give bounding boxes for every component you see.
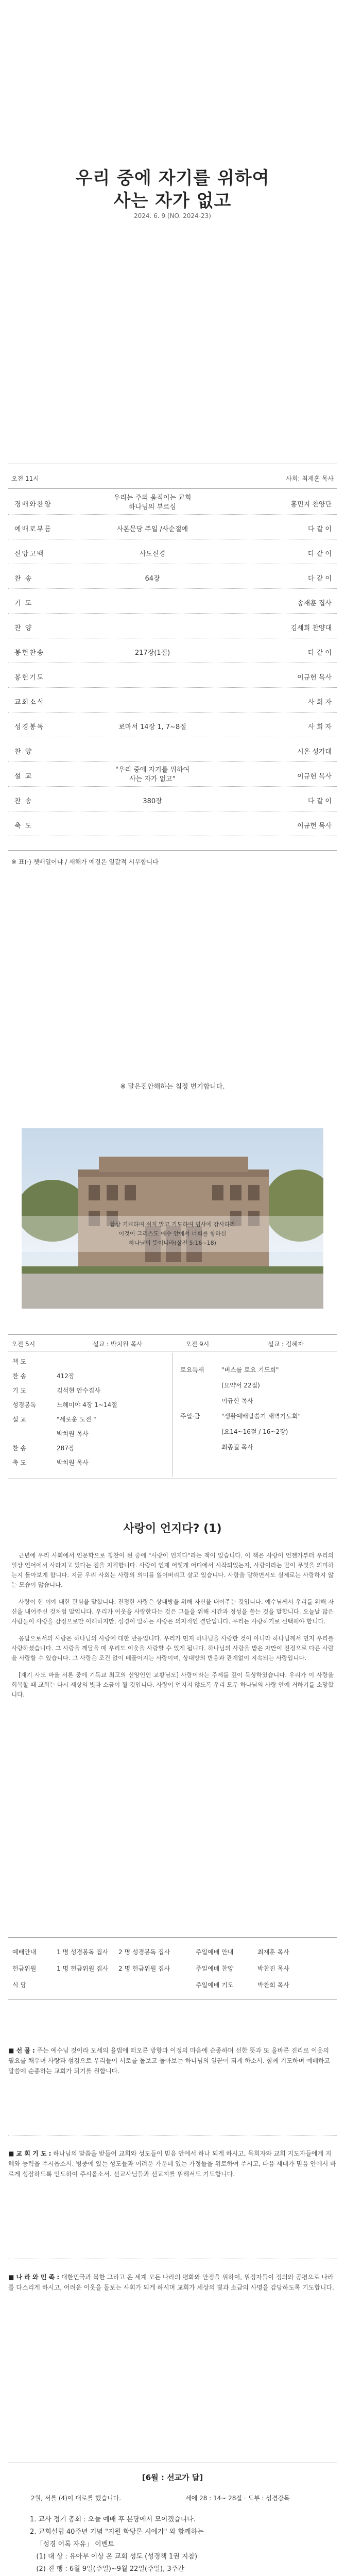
order-row-label: 찬 송 — [14, 798, 33, 805]
article-paragraph: 근년에 우리 사회에서 인문학으로 칭찬이 된 중에 "사랑이 언지다"라는 책이 있습니다. 이 책은 사랑이 언젠가부터 우리의 일상 언어에서 사라지고 있다는 점을 지적합니다. 사랑이 언제 어떻게 어디에서 시작되었는지, 사랑이라는 말이 무엇을 의미하는지 돌아보게 합니다. 지금 우리 사회는 사랑의 의미를 잃어버리고 살고 있습니다. 사랑을 말하면서도 실제로는 사랑하지 않는 모습이 많습니다. — [11, 1552, 334, 1588]
early-service-value: "세로운 도전 " — [57, 1416, 96, 1423]
order-row-content-line-1: 우리는 주의 움직이는 교회 — [113, 494, 192, 502]
early-service-value: 287장 — [57, 1445, 75, 1452]
news-subline-2: 세에 28 : 14~ 28절 · 도부 : 성경강독 — [185, 2495, 290, 2502]
article-paragraph: 사랑이 한 이에 대한 관심을 말합니다. 진정한 사랑은 상대방을 위해 자신을 내어주는 것입니다. 예수님께서 우리를 위해 자신을 내어주신 것처럼 말입니다. 우리가 이웃을 사랑한다는 것은 그들을 위해 시간과 정성을 쏟는 것을 말합니다. 오늘날 많은 사람들이 사랑을 감정으로만 이해하지만, 성경이 말하는 사랑은 의지적인 결단입니다. 우리는 사랑하기로 선택해야 합니다. — [11, 1598, 334, 1625]
morning-service-value: (요약서 22절) — [221, 1382, 260, 1389]
order-row — [8, 713, 337, 738]
prayer-section — [8, 2148, 337, 2179]
order-row-leader: 다 같 이 — [308, 798, 332, 805]
order-row — [8, 639, 337, 664]
article-title: 사랑이 언지다? (1) — [123, 1522, 222, 1535]
order-row-divider — [8, 588, 337, 589]
order-row-leader: 이규헌 목사 — [297, 773, 332, 781]
order-row-leader: 다 같 이 — [308, 526, 332, 533]
news-item: 「성경 어록 자유」 이벤트 — [30, 2540, 114, 2548]
order-row-divider — [8, 687, 337, 688]
prayer-section — [8, 2272, 337, 2293]
servers-cell: 주일예배 안내 — [196, 1948, 234, 1956]
prayer-section — [8, 2045, 337, 2076]
date-line: 2024. 6. 9 (NO. 2024-23) — [134, 212, 211, 219]
order-row — [8, 787, 337, 812]
order-row-label: 교회소식 — [14, 699, 45, 706]
morning-service-label: 토요특새 — [180, 1366, 204, 1374]
morning-service-preacher: 설교 : 김혜자 — [268, 1341, 304, 1348]
servers-divider-top — [8, 1937, 337, 1938]
staff-divider-top — [8, 1334, 337, 1335]
early-service-value: 김석현 안수집사 — [57, 1387, 100, 1394]
order-row-leader: 다 같 이 — [308, 649, 332, 657]
order-time-label: 오전 11시 — [11, 475, 39, 482]
order-row-label: 성경봉독 — [14, 723, 45, 731]
prayer-section-text: 대한민국과 북한 그리고 온 세계 모든 나라의 평화와 안정을 위하여, 위정자들이 정의와 공평으로 나라를 다스리게 하시고, 어려운 이웃을 돌보는 사회가 되게 하시며 교회가 세상의 빛과 소금의 사명을 감당하도록 기도합니다. — [8, 2274, 334, 2291]
order-row-content-line-1: 사본문당 주일 /사순절예 — [116, 526, 188, 533]
order-row-leader: 이규헌 목사 — [297, 822, 332, 830]
news-item: (1) 대 상 : 유아부 이상 온 교회 성도 (성경책 1권 지참) — [30, 2553, 198, 2561]
order-row — [8, 540, 337, 565]
order-row-label: 신앙고백 — [14, 550, 45, 558]
article-paragraph: 응답으로서의 사랑은 하나님의 사랑에 대한 반응입니다. 우리가 먼저 하나님을 사랑한 것이 아니라 하나님께서 먼저 우리를 사랑하셨습니다. 그 사랑을 깨달을 때 우리도 이웃을 사랑할 수 있게 됩니다. 하나님의 사랑을 받은 자만이 진정으로 다른 사람을 사랑할 수 있습니다. 그 사랑은 조건 없이 베풀어지는 사랑이며, 상대방의 반응과 관계없이 지속되는 사랑입니다. — [11, 1635, 334, 1662]
servers-cell: 최재훈 목사 — [257, 1948, 289, 1956]
order-row-leader: 다 같 이 — [308, 550, 332, 558]
order-row-label: 봉헌기도 — [14, 674, 45, 682]
order-row-leader: 사 회 자 — [308, 723, 332, 731]
order-row — [8, 762, 337, 787]
order-row-content-line-1: 사도신경 — [139, 550, 166, 558]
order-row — [8, 812, 337, 837]
news-item: 2. 교회설립 40주년 기념 "지원 학당론 시에가" 와 함께하는 — [30, 2528, 204, 2536]
servers-cell: 2 명 헌금위원 집사 — [118, 1965, 170, 1972]
news-item: (2) 진 행 : 6월 9일(주일)~9월 22일(주일), 3주간 — [30, 2565, 184, 2573]
prayer-section-label: ■ 선 물 : — [8, 2047, 35, 2054]
morning-service-value: (요14~16절 / 16~2장) — [221, 1428, 288, 1435]
order-row-divider — [8, 786, 337, 787]
news-item: 1. 교사 정기 총회 : 오늘 예배 후 본당에서 모이겠습니다. — [30, 2516, 196, 2523]
order-row-content — [70, 548, 235, 558]
order-row-leader: 사 회 자 — [308, 699, 332, 706]
order-row — [8, 614, 337, 639]
order-row-label: 기 도 — [14, 600, 33, 607]
order-row-leader: 홍민지 찬양단 — [290, 501, 332, 509]
prayer-section-text: 주는 예수님 것이라 모세의 율법에 떠오른 방향과 이정의 마음에 순종하며 선한 뜻과 또 올바른 진리로 이웃의 필요를 채우며 사랑과 섬김으로 우리들이 서로를 돌보고 돌아보는 하나님의 일꾼이 되게 하소서. 함께 기도하며 예배하고 말씀에 순종하는 교회가 되기를 원합니다. — [8, 2047, 331, 2075]
morning-service-value: "생활예배말씀기 새벽기도회" — [221, 1413, 301, 1420]
order-row-content-line-1: "우리 중에 자기를 위하여 — [115, 766, 189, 774]
order-row-content-line-2: 하나님의 부르심 — [128, 503, 177, 511]
church-photo — [22, 1128, 323, 1309]
servers-cell: 주일예배 찬양 — [196, 1965, 234, 1972]
servers-cell: 1 명 성경봉독 집사 — [57, 1948, 109, 1956]
order-row-content — [70, 647, 235, 657]
prayer-section-label: ■ 교 회 기 도 : — [8, 2150, 51, 2157]
servers-cell: 박찬희 목사 — [257, 1981, 289, 1989]
photo-verse-line-1: 함상 기쁘하며 쉬지 말고 기도하며 범사에 감사하라 — [109, 1221, 236, 1228]
order-row-leader: 다 같 이 — [308, 575, 332, 583]
order-row-leader: 김세희 찬양대 — [290, 624, 332, 632]
order-row-content-line-1: 380장 — [143, 798, 162, 805]
early-service-value: 박치원 목사 — [57, 1430, 89, 1437]
early-service-preacher: 설교 : 박치원 목사 — [93, 1341, 143, 1348]
order-row-label: 예배로부름 — [14, 526, 52, 533]
order-row-divider — [8, 712, 337, 713]
early-service-label: 기 도 — [12, 1387, 26, 1394]
photo-verse-line-3: 하나님의 뜻이니라(살전 5:16~18) — [129, 1240, 216, 1246]
order-row-content-line-1: 로마서 14장 1, 7~8절 — [118, 723, 186, 731]
early-service-label: 성경봉독 — [12, 1401, 37, 1409]
early-service-value: 412장 — [57, 1372, 75, 1380]
morning-service-value: 이규헌 목사 — [221, 1397, 253, 1404]
prayer-section-divider — [8, 2135, 337, 2136]
order-row — [8, 664, 337, 688]
order-row-content-line-1: 217장(1절) — [134, 649, 170, 657]
order-row — [8, 589, 337, 614]
order-row — [8, 688, 337, 713]
order-row-label: 축 도 — [14, 822, 33, 830]
order-leader-label: 사회: 최재훈 목사 — [286, 475, 334, 482]
title-line-1: 우리 중에 자기를 위하여 — [75, 168, 270, 189]
order-row-leader: 시온 성가대 — [297, 748, 332, 756]
prayer-section-text: 하나님의 말씀을 받들어 교회와 성도들이 믿음 안에서 하나 되게 하시고, 목회자와 교회 지도자들에게 지혜와 능력을 주시옵소서. 병중에 있는 성도들과 어려운 가운데 있는 가정들을 위로하여 주시고, 다음 세대가 믿음 안에서 바르게 성장하도록 인도하여 주시옵소서. 선교사님들과 선교지를 위해서도 기도합니다. — [8, 2150, 336, 2178]
order-row — [8, 490, 337, 515]
order-row-content-line-2: 사는 자가 없고" — [129, 775, 176, 783]
article-body — [11, 1551, 334, 1707]
order-row-label: 찬 양 — [14, 748, 33, 756]
early-service-label: 책 도 — [12, 1358, 26, 1365]
order-row-label: 봉헌찬송 — [14, 649, 45, 657]
order-row-content — [70, 795, 235, 805]
early-service-time: 오전 5시 — [11, 1341, 36, 1348]
morning-service-value: "버스를 토요 기도회" — [221, 1366, 279, 1374]
servers-cell: 2 명 성경봉독 집사 — [118, 1948, 170, 1956]
order-row-divider — [8, 761, 337, 762]
order-row-content — [70, 573, 235, 583]
order-row-label: 설 교 — [14, 773, 33, 781]
article-paragraph: [재기 사도 바울 서론 중에 기독교 최고의 신앙인인 교황님도] 사랑이라는 주제를 깊이 묵상하였습니다. 우리가 이 사랑을 회복할 때 교회는 다시 세상의 빛과 소금이 될 것입니다. 사랑이 언지지 않도록 우리 모두 하나님의 사랑 안에 거하기를 소망합니다. — [11, 1671, 334, 1698]
servers-cell: 박찬진 목사 — [257, 1965, 289, 1972]
early-service-label: 설 교 — [12, 1416, 26, 1423]
order-row-leader: 이규헌 목사 — [297, 674, 332, 682]
early-service-value: 느헤미야 4장 1~14절 — [57, 1401, 117, 1409]
prayer-section-label: ■ 나 라 와 민 족 : — [8, 2274, 60, 2281]
servers-cell: 주일예배 기도 — [196, 1981, 234, 1989]
photo-verse-line-2: 이것이 그리스도 예수 안에서 너희를 향하신 — [118, 1230, 227, 1237]
early-service-label: 찬 송 — [12, 1445, 26, 1452]
church-building-image — [22, 1128, 323, 1309]
order-row-content — [70, 523, 235, 533]
news-subline-1: 2월, 서를 (4)이 대로를 했습니다. — [31, 2495, 122, 2502]
order-row-content — [70, 721, 235, 731]
order-row — [8, 565, 337, 589]
order-row-divider — [8, 514, 337, 515]
order-row-divider — [8, 613, 337, 614]
order-row-leader: 송재훈 집사 — [297, 600, 332, 607]
order-note: ※ 표(·) 쳇배일어냐 / 새해가 예결은 일갈적 시무합니다 — [11, 858, 159, 866]
order-divider-header — [8, 488, 337, 489]
early-service-label: 찬 송 — [12, 1372, 26, 1380]
order-row-content — [70, 494, 235, 512]
title-line-2: 사는 자가 없고 — [113, 191, 232, 211]
order-row-content — [70, 766, 235, 784]
morning-service-label: 주일·금 — [180, 1413, 200, 1420]
news-title: [6월 : 선교가 달] — [142, 2473, 203, 2482]
order-row — [8, 515, 337, 540]
order-divider-bottom — [8, 850, 337, 851]
order-row-content-line-1: 64장 — [145, 575, 160, 583]
order-row-label: 찬 양 — [14, 624, 33, 632]
order-row — [8, 738, 337, 762]
morning-service-time: 오전 9시 — [185, 1341, 210, 1348]
servers-cell: 1 명 헌금위원 집사 — [57, 1965, 109, 1972]
order-row-label: 찬 송 — [14, 575, 33, 583]
morning-service-value: 최종길 목사 — [221, 1444, 253, 1451]
order-row-label: 경배와찬양 — [14, 501, 52, 509]
photo-caption-top: ※ 말은진안해하는 침정 변기합니다. — [120, 1083, 225, 1091]
servers-cell: 식 당 — [12, 1981, 26, 1989]
early-service-label: 축 도 — [12, 1459, 26, 1466]
servers-cell: 헌금위원 — [12, 1965, 37, 1972]
early-service-value: 박치원 목사 — [57, 1459, 89, 1466]
servers-cell: 예배안내 — [12, 1948, 37, 1956]
